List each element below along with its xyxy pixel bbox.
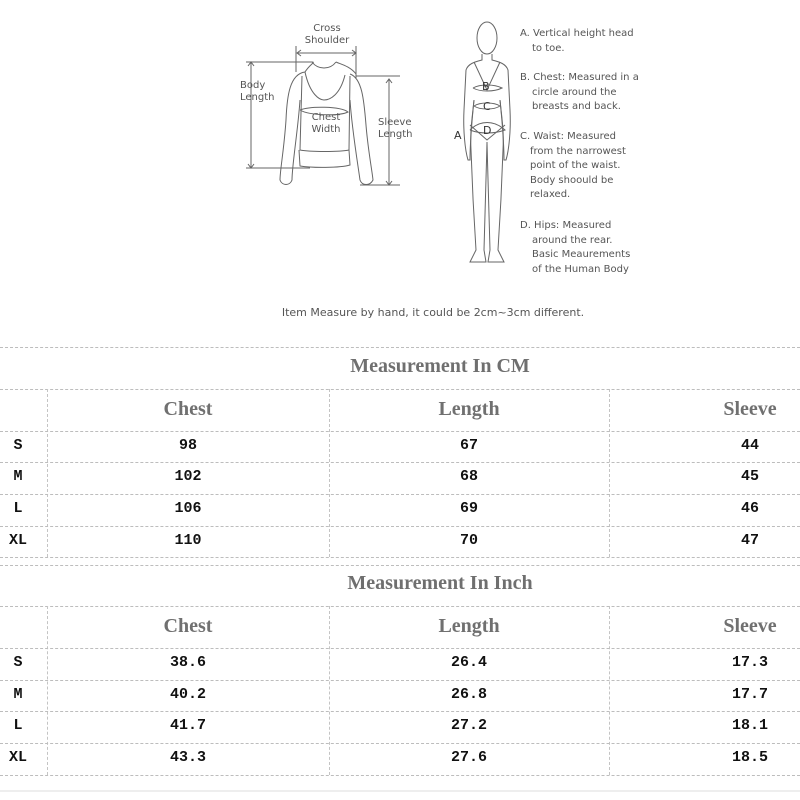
marker-a: A	[454, 129, 462, 142]
description-a: A. Vertical height head to toe.	[520, 28, 634, 54]
column-header-sleeve: Sleeve	[723, 398, 777, 420]
column-header-length: Length	[438, 398, 500, 420]
size-cell: M	[13, 468, 23, 485]
divider	[0, 389, 800, 390]
divider	[0, 790, 800, 792]
sleeve-cell: 46	[740, 500, 759, 517]
size-cell: L	[13, 500, 23, 517]
sleeve-cell: 18.5	[731, 749, 768, 766]
length-cell: 27.2	[450, 717, 487, 734]
size-cell: L	[13, 717, 23, 734]
divider	[0, 680, 800, 681]
divider	[0, 494, 800, 495]
column-header-length: Length	[438, 615, 500, 637]
chest-cell: 41.7	[169, 717, 206, 734]
divider	[0, 557, 800, 558]
sleeve-cell: 45	[740, 468, 759, 485]
cross-shoulder-label: Cross Shoulder	[304, 23, 350, 46]
length-cell: 69	[459, 500, 478, 517]
divider	[609, 606, 610, 775]
length-cell: 27.6	[450, 749, 487, 766]
sleeve-cell: 18.1	[731, 717, 768, 734]
divider	[0, 775, 800, 776]
sleeve-cell: 17.7	[731, 686, 768, 703]
description-c: C. Waist: Measured from the narrowest point of the waist. Body shoould be relaxed.	[520, 131, 626, 201]
size-cell: XL	[8, 532, 27, 549]
divider	[0, 606, 800, 607]
human-figure-icon	[464, 22, 511, 262]
description-b: B. Chest: Measured in a circle around the breasts and back.	[520, 72, 639, 113]
column-header-chest: Chest	[163, 615, 213, 637]
chest-width-label: Chest Width	[311, 112, 341, 135]
length-cell: 70	[459, 532, 478, 549]
divider	[0, 565, 800, 566]
marker-c: C	[483, 100, 491, 113]
sleeve-cell: 47	[740, 532, 759, 549]
description-d: D. Hips: Measured around the rear. Basic Meaurements of the Human Body	[520, 220, 631, 275]
garment-and-body-illustration	[0, 0, 800, 300]
divider	[0, 347, 800, 348]
length-cell: 26.8	[450, 686, 487, 703]
size-cell: S	[13, 654, 23, 671]
cm-table-title: Measurement In CM	[350, 355, 530, 377]
size-cell: XL	[8, 749, 27, 766]
marker-d: D	[483, 124, 492, 137]
chest-cell: 110	[174, 532, 202, 549]
chest-cell: 98	[178, 437, 197, 454]
divider	[0, 743, 800, 744]
column-header-sleeve: Sleeve	[723, 615, 777, 637]
chest-cell: 43.3	[169, 749, 206, 766]
inch-table-title: Measurement In Inch	[347, 572, 533, 594]
chest-cell: 106	[174, 500, 202, 517]
length-cell: 26.4	[450, 654, 487, 671]
size-cell: M	[13, 686, 23, 703]
chest-cell: 40.2	[169, 686, 206, 703]
column-header-chest: Chest	[163, 398, 213, 420]
chest-cell: 102	[174, 468, 202, 485]
measurement-diagrams	[0, 0, 800, 340]
sleeve-length-label: Sleeve Length	[378, 117, 413, 140]
divider	[0, 462, 800, 463]
divider	[0, 711, 800, 712]
length-cell: 68	[459, 468, 478, 485]
divider	[609, 389, 610, 557]
body-length-label: Body Length	[240, 80, 275, 103]
size-cell: S	[13, 437, 23, 454]
divider	[0, 526, 800, 527]
length-cell: 67	[459, 437, 478, 454]
measurement-note: Item Measure by hand, it could be 2cm~3cm different.	[281, 306, 585, 319]
marker-b: B	[482, 80, 490, 93]
divider	[0, 431, 800, 432]
sleeve-cell: 44	[740, 437, 759, 454]
chest-cell: 38.6	[169, 654, 206, 671]
sleeve-cell: 17.3	[731, 654, 768, 671]
divider	[0, 648, 800, 649]
